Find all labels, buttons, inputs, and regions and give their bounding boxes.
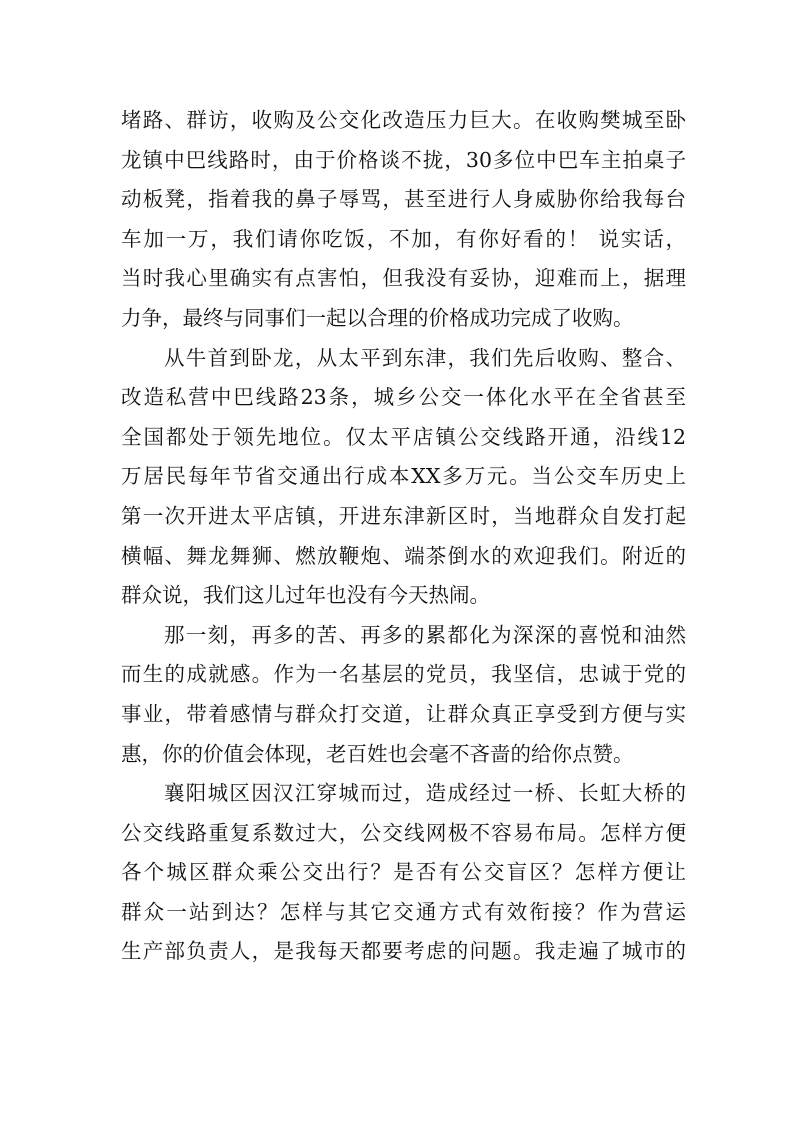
- text-line: 那一刻，再多的苦、再多的累都化为深深的喜悦和油然: [164, 622, 686, 647]
- text-line: 群众说，我们这儿过年也没有今天热闹。: [121, 583, 490, 608]
- text-line: 堵路、群访，收购及公交化改造压力巨大。在收购樊城至卧: [121, 108, 686, 132]
- body-text: [121, 101, 686, 972]
- text-line: 惠，你的价值会体现，老百姓也会毫不吝啬的给你点赞。: [121, 741, 634, 766]
- text-line: 力争，最终与同事们一起以合理的价格成功完成了收购。: [121, 305, 634, 330]
- text-line: 车加一万，我们请你吃饭，不加，有你好看的！ 说实话，: [121, 226, 686, 251]
- text-line: 各个城区群众乘公交出行？是否有公交盲区？怎样方便让: [121, 860, 686, 885]
- text-line: 第一次开进太平店镇，开进东津新区时，当地群众自发打起: [121, 503, 686, 528]
- paragraph: [121, 339, 686, 616]
- paragraph: [121, 616, 686, 774]
- paragraph: [121, 101, 686, 339]
- text-line: 而生的成就感。作为一名基层的党员，我坚信，忠诚于党的: [121, 662, 686, 687]
- text-line: 全国都处于领先地位。仅太平店镇公交线路开通，沿线12: [121, 424, 686, 449]
- text-line: 公交线路重复系数过大，公交线网极不容易布局。怎样方便: [121, 820, 686, 845]
- text-line: 事业，带着感情与群众打交道，让群众真正享受到方便与实: [121, 701, 686, 726]
- text-line: 万居民每年节省交通出行成本XX多万元。当公交车历史上: [121, 464, 686, 489]
- text-line: 改造私营中巴线路23条，城乡公交一体化水平在全省甚至: [121, 385, 686, 410]
- text-line: 生产部负责人，是我每天都要考虑的问题。我走遍了城市的: [121, 939, 686, 964]
- text-line: 横幅、舞龙舞狮、燃放鞭炮、端茶倒水的欢迎我们。附近的: [121, 543, 686, 568]
- paragraph: [121, 774, 686, 972]
- text-line: 当时我心里确实有点害怕，但我没有妥协，迎难而上，据理: [121, 266, 686, 291]
- text-line: 群众一站到达？怎样与其它交通方式有效衔接？作为营运: [121, 899, 686, 924]
- text-line: 从牛首到卧龙，从太平到东津，我们先后收购、整合、: [164, 345, 686, 370]
- text-line: 动板凳，指着我的鼻子辱骂，甚至进行人身威胁你给我每台: [121, 187, 686, 212]
- text-line: 襄阳城区因汉江穿城而过，造成经过一桥、长虹大桥的: [164, 781, 686, 806]
- text-line: 龙镇中巴线路时，由于价格谈不拢，30多位中巴车主拍桌子: [121, 147, 686, 172]
